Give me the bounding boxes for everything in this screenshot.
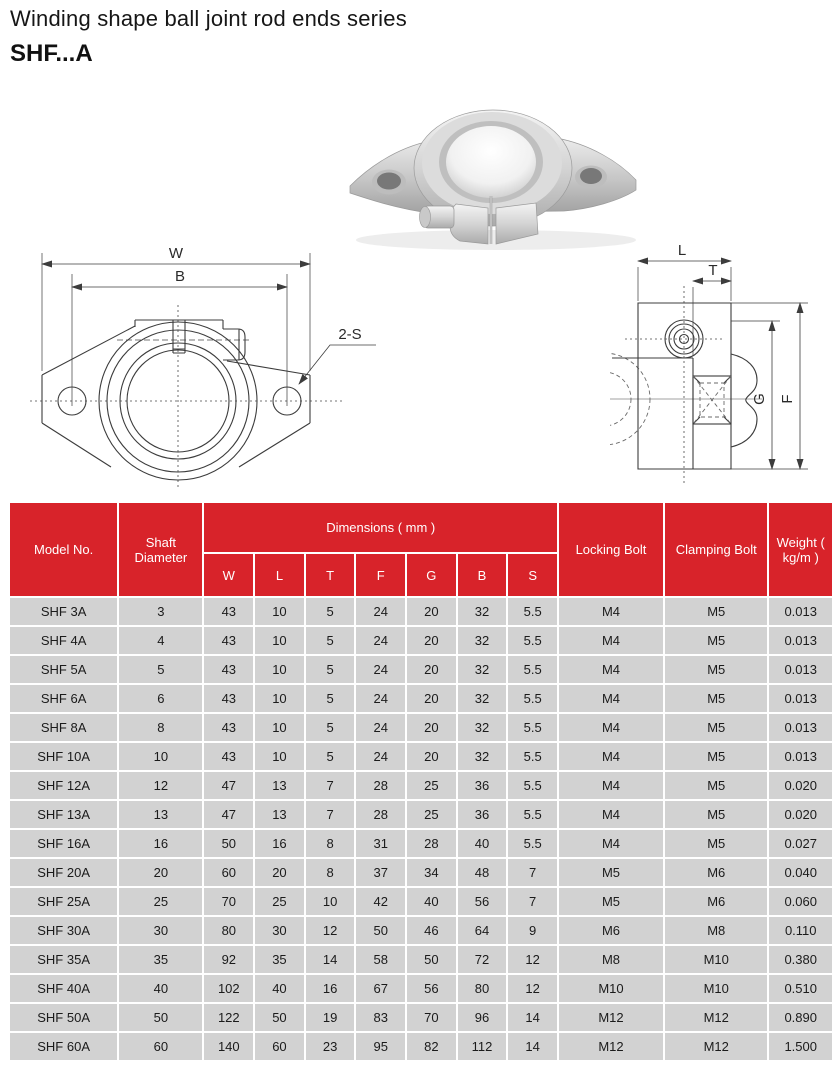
table-cell: 20	[255, 859, 304, 886]
table-cell: 24	[356, 714, 405, 741]
table-cell: 32	[458, 598, 507, 625]
table-cell: 0.890	[769, 1004, 832, 1031]
table-cell: M10	[559, 975, 663, 1002]
table-cell: 10	[306, 888, 355, 915]
table-cell: 5	[306, 598, 355, 625]
table-cell: 3	[119, 598, 202, 625]
series-code: SHF...A	[10, 40, 93, 67]
table-row	[10, 888, 832, 915]
dim-label-b: B	[174, 268, 186, 285]
dim-label-w: W	[168, 245, 184, 262]
spec-table-section	[8, 501, 834, 1062]
table-cell: M4	[559, 656, 663, 683]
table-row	[10, 830, 832, 857]
col-header-clamping-bolt: Clamping Bolt	[665, 503, 767, 596]
table-cell: 24	[356, 627, 405, 654]
table-row	[10, 946, 832, 973]
table-cell: 5.5	[508, 627, 557, 654]
table-cell: 24	[356, 743, 405, 770]
table-cell: M6	[559, 917, 663, 944]
table-cell: 19	[306, 1004, 355, 1031]
table-cell: M6	[665, 859, 767, 886]
table-cell: 0.013	[769, 743, 832, 770]
table-row	[10, 975, 832, 1002]
table-cell: 8	[119, 714, 202, 741]
table-cell: 36	[458, 772, 507, 799]
table-cell: 25	[119, 888, 202, 915]
table-cell: 50	[407, 946, 456, 973]
table-cell: 10	[255, 685, 304, 712]
table-cell: 56	[407, 975, 456, 1002]
table-cell: M6	[665, 888, 767, 915]
table-cell: M4	[559, 598, 663, 625]
table-cell: SHF 12A	[10, 772, 117, 799]
table-cell: 80	[458, 975, 507, 1002]
table-cell: 5.5	[508, 743, 557, 770]
table-cell: 14	[508, 1004, 557, 1031]
table-cell: 13	[255, 772, 304, 799]
table-cell: 10	[119, 743, 202, 770]
table-cell: M5	[665, 656, 767, 683]
table-cell: 5	[306, 714, 355, 741]
col-header-dim-t: T	[306, 554, 355, 596]
table-cell: 67	[356, 975, 405, 1002]
table-cell: SHF 8A	[10, 714, 117, 741]
table-cell: 28	[407, 830, 456, 857]
col-header-dimensions-group: Dimensions ( mm )	[204, 503, 556, 552]
table-cell: 14	[508, 1033, 557, 1060]
table-cell: 23	[306, 1033, 355, 1060]
table-cell: 8	[306, 830, 355, 857]
table-cell: 10	[255, 656, 304, 683]
table-cell: 0.060	[769, 888, 832, 915]
table-row	[10, 714, 832, 741]
table-cell: 5	[306, 656, 355, 683]
dim-label-l: L	[677, 242, 687, 259]
side-view-drawing	[610, 241, 830, 503]
table-cell: SHF 25A	[10, 888, 117, 915]
table-cell: 43	[204, 714, 253, 741]
table-cell: 12	[508, 975, 557, 1002]
table-row	[10, 656, 832, 683]
table-cell: 12	[508, 946, 557, 973]
table-cell: 25	[255, 888, 304, 915]
table-cell: 43	[204, 627, 253, 654]
table-cell: 46	[407, 917, 456, 944]
table-cell: M8	[559, 946, 663, 973]
product-photo-image	[338, 84, 650, 256]
table-cell: 7	[508, 859, 557, 886]
table-cell: 83	[356, 1004, 405, 1031]
table-cell: 43	[204, 598, 253, 625]
table-row	[10, 685, 832, 712]
dim-label-f: F	[779, 394, 796, 404]
table-cell: 20	[407, 743, 456, 770]
table-cell: SHF 60A	[10, 1033, 117, 1060]
table-cell: 6	[119, 685, 202, 712]
col-header-weight: Weight ( kg/m )	[769, 503, 832, 596]
table-cell: 10	[255, 598, 304, 625]
page-title: Winding shape ball joint rod ends series	[10, 6, 407, 31]
table-cell: M4	[559, 801, 663, 828]
table-cell: 5.5	[508, 656, 557, 683]
col-header-shaft-diameter: Shaft Diameter	[119, 503, 202, 596]
table-cell: 20	[407, 627, 456, 654]
col-header-locking-bolt: Locking Bolt	[559, 503, 663, 596]
spec-table-body	[10, 598, 832, 1060]
table-cell: 80	[204, 917, 253, 944]
table-cell: 20	[407, 714, 456, 741]
col-header-dim-s: S	[508, 554, 557, 596]
table-cell: 35	[119, 946, 202, 973]
table-row	[10, 859, 832, 886]
table-cell: SHF 13A	[10, 801, 117, 828]
table-cell: 102	[204, 975, 253, 1002]
table-cell: 60	[119, 1033, 202, 1060]
table-cell: M8	[665, 917, 767, 944]
table-cell: 7	[508, 888, 557, 915]
table-cell: SHF 10A	[10, 743, 117, 770]
table-cell: M12	[665, 1004, 767, 1031]
table-cell: SHF 20A	[10, 859, 117, 886]
table-cell: 20	[407, 656, 456, 683]
col-header-model: Model No.	[10, 503, 117, 596]
table-cell: M5	[665, 627, 767, 654]
table-cell: 12	[119, 772, 202, 799]
table-cell: 70	[204, 888, 253, 915]
table-cell: 24	[356, 598, 405, 625]
table-row	[10, 627, 832, 654]
table-cell: 40	[255, 975, 304, 1002]
table-cell: 32	[458, 685, 507, 712]
table-cell: 25	[407, 801, 456, 828]
table-cell: 0.020	[769, 772, 832, 799]
table-cell: M10	[665, 946, 767, 973]
table-cell: 60	[204, 859, 253, 886]
table-cell: SHF 16A	[10, 830, 117, 857]
dim-label-g: G	[751, 393, 768, 405]
table-cell: 56	[458, 888, 507, 915]
table-cell: SHF 40A	[10, 975, 117, 1002]
table-cell: 0.380	[769, 946, 832, 973]
table-cell: 5	[306, 685, 355, 712]
table-cell: 64	[458, 917, 507, 944]
table-cell: 10	[255, 714, 304, 741]
table-cell: 0.040	[769, 859, 832, 886]
table-cell: 43	[204, 685, 253, 712]
table-cell: 28	[356, 801, 405, 828]
table-cell: 0.013	[769, 627, 832, 654]
table-cell: 20	[407, 598, 456, 625]
table-cell: 50	[356, 917, 405, 944]
table-cell: SHF 50A	[10, 1004, 117, 1031]
table-cell: 32	[458, 656, 507, 683]
table-cell: 58	[356, 946, 405, 973]
table-cell: 42	[356, 888, 405, 915]
table-cell: M4	[559, 627, 663, 654]
table-cell: M5	[665, 772, 767, 799]
table-cell: 7	[306, 772, 355, 799]
table-cell: 95	[356, 1033, 405, 1060]
table-row	[10, 1033, 832, 1060]
table-cell: 96	[458, 1004, 507, 1031]
table-cell: M5	[559, 888, 663, 915]
table-cell: 7	[306, 801, 355, 828]
table-cell: 30	[119, 917, 202, 944]
table-cell: 5.5	[508, 714, 557, 741]
table-cell: 50	[204, 830, 253, 857]
col-header-dim-b: B	[458, 554, 507, 596]
table-cell: M12	[559, 1004, 663, 1031]
table-cell: M5	[665, 685, 767, 712]
table-cell: 0.110	[769, 917, 832, 944]
table-cell: M4	[559, 685, 663, 712]
table-cell: 60	[255, 1033, 304, 1060]
table-cell: M4	[559, 743, 663, 770]
table-cell: 34	[407, 859, 456, 886]
table-cell: 140	[204, 1033, 253, 1060]
table-cell: 122	[204, 1004, 253, 1031]
table-cell: 92	[204, 946, 253, 973]
table-cell: 1.500	[769, 1033, 832, 1060]
table-cell: 14	[306, 946, 355, 973]
table-cell: 32	[458, 714, 507, 741]
table-cell: SHF 30A	[10, 917, 117, 944]
table-cell: M5	[665, 801, 767, 828]
table-cell: 32	[458, 627, 507, 654]
table-row	[10, 1004, 832, 1031]
table-cell: 50	[255, 1004, 304, 1031]
col-header-dim-l: L	[255, 554, 304, 596]
table-cell: 5.5	[508, 801, 557, 828]
table-cell: 5.5	[508, 772, 557, 799]
table-cell: 24	[356, 685, 405, 712]
col-header-dim-f: F	[356, 554, 405, 596]
table-cell: 37	[356, 859, 405, 886]
table-cell: 31	[356, 830, 405, 857]
table-cell: 0.013	[769, 714, 832, 741]
table-cell: SHF 3A	[10, 598, 117, 625]
table-cell: 25	[407, 772, 456, 799]
table-cell: 5	[306, 627, 355, 654]
table-cell: 24	[356, 656, 405, 683]
table-cell: 20	[119, 859, 202, 886]
table-cell: 40	[458, 830, 507, 857]
table-cell: 0.020	[769, 801, 832, 828]
table-cell: 47	[204, 801, 253, 828]
table-cell: M4	[559, 772, 663, 799]
table-cell: M12	[559, 1033, 663, 1060]
table-cell: 10	[255, 743, 304, 770]
table-cell: 5.5	[508, 830, 557, 857]
table-cell: 5.5	[508, 598, 557, 625]
table-cell: SHF 35A	[10, 946, 117, 973]
table-cell: 0.013	[769, 685, 832, 712]
table-cell: M5	[559, 859, 663, 886]
table-cell: 47	[204, 772, 253, 799]
table-row	[10, 772, 832, 799]
table-cell: M12	[665, 1033, 767, 1060]
table-cell: 8	[306, 859, 355, 886]
table-cell: M5	[665, 830, 767, 857]
table-cell: 0.013	[769, 598, 832, 625]
table-cell: 5	[306, 743, 355, 770]
table-cell: 112	[458, 1033, 507, 1060]
table-cell: 40	[407, 888, 456, 915]
table-cell: 32	[458, 743, 507, 770]
col-header-dim-g: G	[407, 554, 456, 596]
table-row	[10, 801, 832, 828]
table-cell: 0.510	[769, 975, 832, 1002]
table-cell: 43	[204, 743, 253, 770]
front-view-drawing	[12, 241, 410, 503]
table-cell: 20	[407, 685, 456, 712]
table-cell: 9	[508, 917, 557, 944]
table-row	[10, 743, 832, 770]
table-cell: 16	[255, 830, 304, 857]
spec-table	[8, 501, 834, 1062]
table-cell: 0.027	[769, 830, 832, 857]
table-cell: 82	[407, 1033, 456, 1060]
table-cell: 4	[119, 627, 202, 654]
table-cell: M5	[665, 743, 767, 770]
table-cell: 13	[255, 801, 304, 828]
table-cell: M5	[665, 714, 767, 741]
table-cell: 30	[255, 917, 304, 944]
table-cell: 13	[119, 801, 202, 828]
dim-label-t: T	[708, 262, 718, 279]
table-cell: 16	[306, 975, 355, 1002]
table-cell: 12	[306, 917, 355, 944]
table-cell: SHF 5A	[10, 656, 117, 683]
table-cell: 50	[119, 1004, 202, 1031]
table-cell: SHF 4A	[10, 627, 117, 654]
table-cell: 16	[119, 830, 202, 857]
table-cell: M10	[665, 975, 767, 1002]
table-row	[10, 598, 832, 625]
table-cell: SHF 6A	[10, 685, 117, 712]
table-cell: M4	[559, 714, 663, 741]
table-cell: M5	[665, 598, 767, 625]
table-cell: 40	[119, 975, 202, 1002]
table-cell: 5	[119, 656, 202, 683]
table-cell: 35	[255, 946, 304, 973]
table-cell: 72	[458, 946, 507, 973]
table-row	[10, 917, 832, 944]
table-cell: 70	[407, 1004, 456, 1031]
hole-label-2s: 2-S	[338, 326, 362, 343]
table-cell: 36	[458, 801, 507, 828]
product-photo	[338, 84, 650, 256]
table-cell: 5.5	[508, 685, 557, 712]
table-cell: 10	[255, 627, 304, 654]
table-cell: 48	[458, 859, 507, 886]
table-cell: 43	[204, 656, 253, 683]
col-header-dim-w: W	[204, 554, 253, 596]
table-cell: 28	[356, 772, 405, 799]
table-cell: 0.013	[769, 656, 832, 683]
table-cell: M4	[559, 830, 663, 857]
